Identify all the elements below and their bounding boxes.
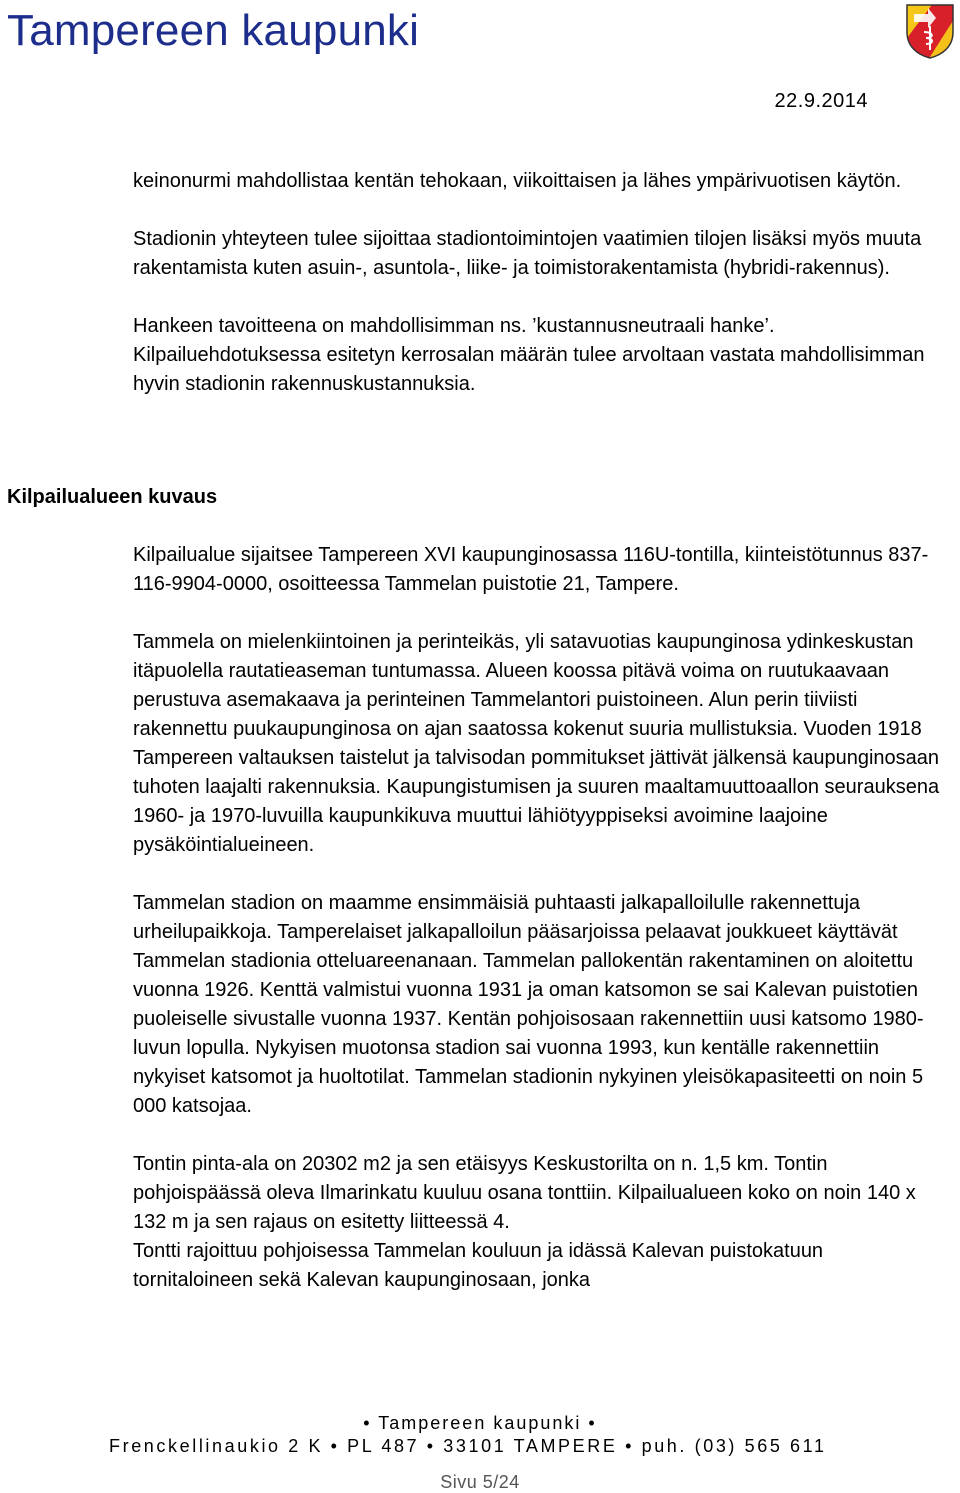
paragraph: Stadionin yhteyteen tulee sijoittaa stadiontoimintojen vaatimien tilojen lisäksi myös muuta rakentamista kuten asuin-, asuntola-, liike- ja toimistorakentamista (hybridi-rakennus). bbox=[133, 228, 922, 279]
page-title: Tampereen kaupunki bbox=[7, 6, 420, 55]
paragraph: Tammela on mielenkiintoinen ja perinteikäs, yli satavuotias kaupunginosa ydinkeskustan itäpuolella rautatieaseman tuntumassa. Alueen koossa pitävä voima on ruutukaavaan perustuva asemakaava ja perinteinen Tammelantori puistoineen. Alun perin tiiviisti rakennettu puukaupunginosa on ajan saatossa kokenut suuria mullistuksia. Vuoden 1918 Tampereen valtauksen taistelut ja talvisodan pommitukset jättivät jälkensä kaupunginosaan tuhoten laajalti rakennuksia. Kaupungistumisen ja suuren maaltamuuttoaallon seurauksena 1960- ja 1970-luvuilla kaupunkikuva muuttui lähiötyyppiseksi avoimine laajoine pysäköintialueineen. bbox=[133, 631, 940, 856]
paragraph: Tontti rajoittuu pohjoisessa Tammelan kouluun ja idässä Kalevan puistokatuun tornitaloineen sekä Kalevan kaupunginosaan, jonka bbox=[133, 1240, 824, 1291]
footer-address: Frenckellinaukio 2 K • PL 487 • 33101 TAMPERE • puh. (03) 565 611 bbox=[109, 1436, 827, 1456]
section-heading: Kilpailualueen kuvaus bbox=[7, 486, 218, 508]
paragraph: keinonurmi mahdollistaa kentän tehokaan, viikoittaisen ja lähes ympärivuotisen käytön. bbox=[133, 170, 902, 192]
paragraph: Tammelan stadion on maamme ensimmäisiä puhtaasti jalkapalloilulle rakennettuja urheilupaikkoja. Tamperelaiset jalkapalloilun pääsarjoissa pelaavat joukkueet käyttävät Tammelan stadionia otteluareenanaan. Tammelan pallokentän rakentaminen on aloitettu vuonna 1926. Kenttä valmistui vuonna 1931 ja oman katsomon se sai Kalevan puistotien puoleiselle sivustalle vuonna 1937. Kentän pohjoisosaan rakennettiin uusi katsomo 1980-luvun lopulla. Nykyisen muotonsa stadion sai vuonna 1993, kun kentälle rakennettiin nykyiset katsomot ja huoltotilat. Tammelan stadionin nykyinen yleisökapasiteetti on noin 5 000 katsojaa. bbox=[133, 892, 924, 1117]
paragraph: Hankeen tavoitteena on mahdollisimman ns. ’kustannusneutraali hanke’. Kilpailuehdotuksessa esitetyn kerrosalan määrän tulee arvoltaan vastata mahdollisimman hyvin stadionin rakennuskustannuksia. bbox=[133, 315, 925, 395]
document-date: 22.9.2014 bbox=[774, 90, 868, 112]
content-block-2 bbox=[133, 541, 948, 1295]
page-number bbox=[0, 1471, 960, 1493]
paragraph: Kilpailualue sijaitsee Tampereen XVI kaupunginosassa 116U-tontilla, kiinteistötunnus 837-116-9904-0000, osoitteessa Tammelan puistotie 21, Tampere. bbox=[133, 544, 929, 595]
page-number-label: Sivu 5/24 bbox=[440, 1472, 520, 1492]
paragraph: Tontin pinta-ala on 20302 m2 ja sen etäisyys Keskustorilta on n. 1,5 km. Tontin pohjoispäässä oleva Ilmarinkatu kuuluu osana tonttiin. Kilpailualueen koko on noin 140 x 132 m ja sen rajaus on esitetty liitteessä 4. bbox=[133, 1153, 916, 1233]
city-crest-icon bbox=[904, 2, 956, 60]
content-block-1 bbox=[133, 167, 948, 399]
footer-organization: • Tampereen kaupunki • bbox=[363, 1413, 597, 1433]
